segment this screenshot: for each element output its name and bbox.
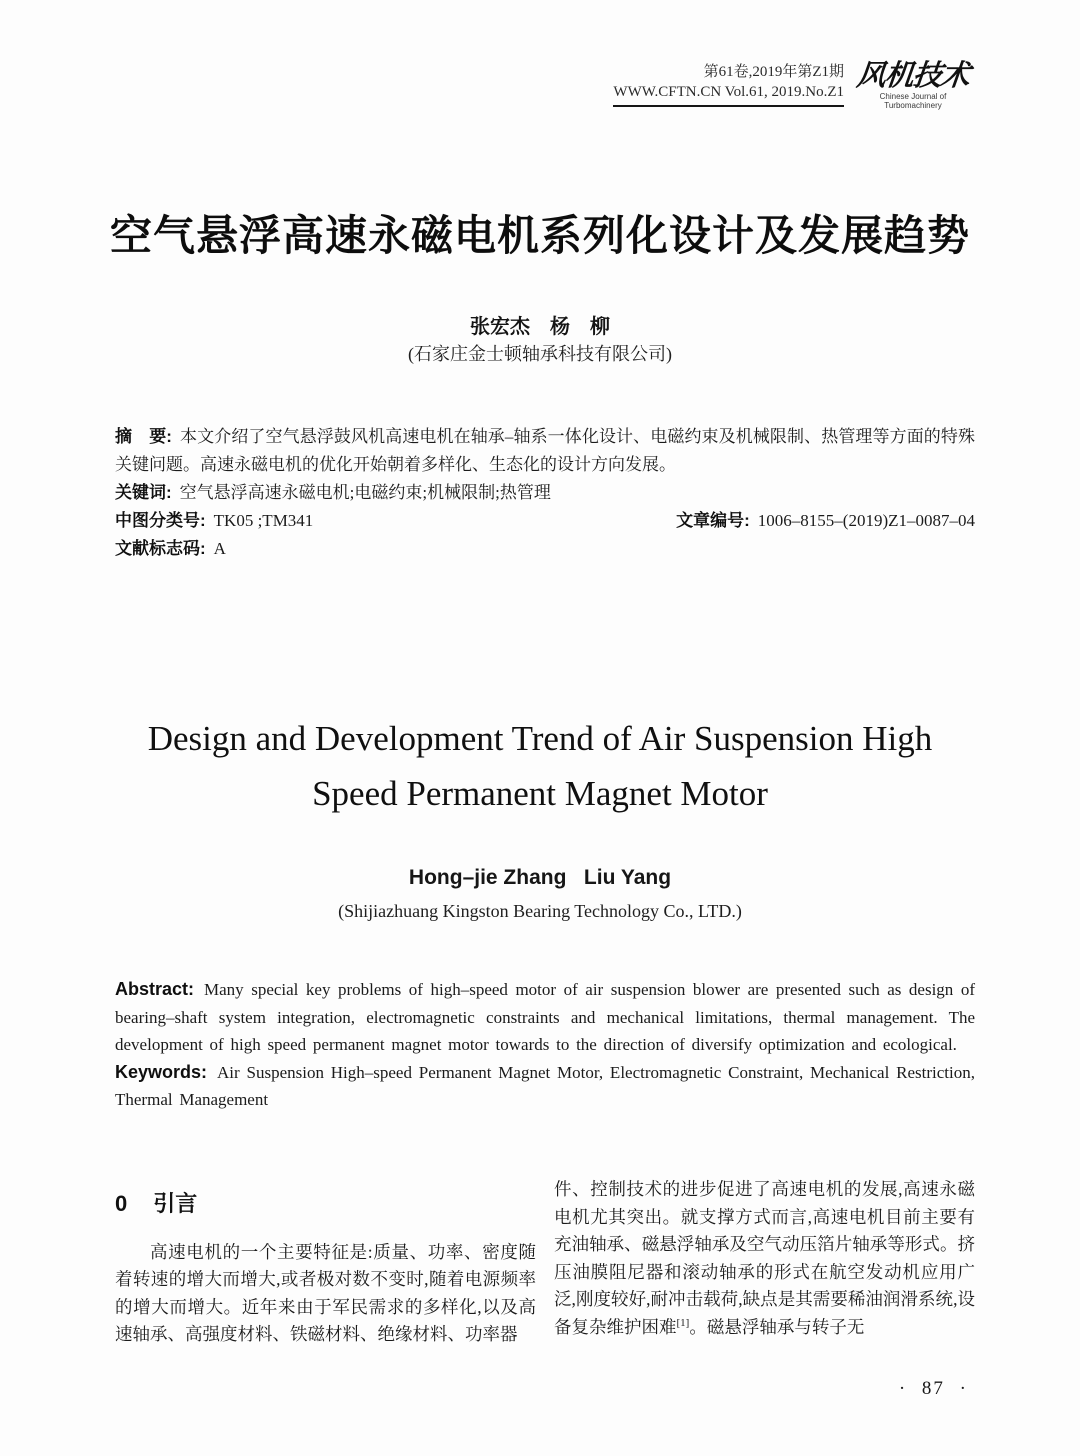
article-number-value: 1006–8155–(2019)Z1–0087–04 (757, 511, 975, 530)
journal-issue-line-cn: 第61卷,2019年第Z1期 (703, 64, 844, 80)
authors-cn: 张宏杰 杨 柳 (470, 316, 610, 338)
reference-superscript: [1] (676, 1316, 690, 1329)
affiliation-cn: (石家庄金士顿轴承科技有限公司) (408, 344, 672, 364)
keywords-text-en: Air Suspension High–speed Permanent Magnet Motor, Electromagnetic Constraint, Mechanical Restriction, Thermal Management (115, 1062, 975, 1109)
abstract-en (115, 976, 975, 1059)
doc-code-item (115, 535, 975, 563)
article-number-item (676, 507, 975, 535)
section-heading (115, 1190, 536, 1218)
clc-item (115, 507, 313, 535)
page-number: · 87 · (898, 1378, 968, 1399)
intro-paragraph-left: 高速电机的一个主要特征是:质量、功率、密度随着转速的增大而增大,或者极对数不变时,随着电源频率的增大而增大。近年来由于军民需求的多样化,以及高速轴承、高强度材料、铁磁材料、绝缘材料、功率器 (115, 1241, 536, 1344)
journal-issue-line-en: WWW.CFTN.CN Vol.61, 2019.No.Z1 (613, 84, 844, 100)
classification-row (115, 507, 975, 535)
clc-label: 中图分类号: (115, 511, 206, 530)
journal-header (613, 58, 972, 110)
paper-title-en-line2: Speed Permanent Magnet Motor (312, 774, 768, 813)
abstract-label-cn: 摘 要: (115, 427, 172, 446)
body-column-left (115, 1190, 536, 1349)
article-number-label: 文章编号: (676, 511, 750, 530)
body-column-right (554, 1176, 975, 1341)
keywords-label-en: Keywords: (115, 1061, 208, 1082)
intro-paragraph-right (554, 1176, 975, 1341)
abstract-label-en: Abstract: (115, 979, 195, 999)
keywords-label-cn: 关键词: (115, 483, 172, 502)
doc-code-label: 文献标志码: (115, 539, 206, 558)
keywords-en (115, 1059, 975, 1114)
authors-en: Hong–jie Zhang Liu Yang (408, 866, 672, 889)
paper-title-en (0, 711, 1080, 821)
abstract-text-cn: 本文介绍了空气悬浮鼓风机高速电机在轴承–轴系一体化设计、电磁约束及机械限制、热管理等方面的特殊关键问题。高速永磁电机的优化开始朝着多样化、生态化的设计方向发展。 (115, 427, 975, 474)
keywords-cn (115, 479, 975, 507)
clc-value: TK05 ;TM341 (213, 511, 314, 530)
journal-issue-info (613, 62, 844, 107)
keywords-text-cn: 空气悬浮高速永磁电机;电磁约束;机械限制;热管理 (179, 483, 551, 502)
meta-block-en (115, 976, 975, 1114)
abstract-cn (115, 423, 975, 479)
paper-title-cn: 空气悬浮高速永磁电机系列化设计及发展趋势 (109, 212, 970, 259)
meta-block-cn (115, 423, 975, 563)
section-title: 引言 (153, 1191, 198, 1216)
abstract-text-en: Many special key problems of high–speed motor of air suspension blower are presented such as design of bearing–shaft system integration, electromagnetic constraints and mechanical limitations, thermal management. The development of high speed permanent magnet motor towards to the direction of diversify optimization and ecological. (115, 980, 975, 1054)
paper-title-en-line1: Design and Development Trend of Air Suspension High (147, 719, 933, 758)
intro-right-text-1: 件、控制技术的进步促进了高速电机的发展,高速永磁电机尤其突出。就支撑方式而言,高速电机目前主要有充油轴承、磁悬浮轴承及空气动压箔片轴承等形式。挤压油膜阻尼器和滚动轴承的形式在航空发动机应用广泛,刚度较好,耐冲击载荷,缺点是其需要稀油润滑系统,设备复杂维护困难 (554, 1179, 975, 1337)
section-number: 0 (115, 1191, 128, 1216)
journal-logo-title: 风机技术 (855, 58, 971, 92)
affiliation-en: (Shijiazhuang Kingston Bearing Technology Co., LTD.) (338, 901, 742, 921)
journal-logo (854, 58, 972, 110)
doc-code-value: A (213, 539, 226, 558)
journal-logo-subtitle: Chinese Journal of Turbomachinery (879, 92, 947, 110)
intro-right-text-2: 。磁悬浮轴承与转子无 (689, 1316, 865, 1337)
